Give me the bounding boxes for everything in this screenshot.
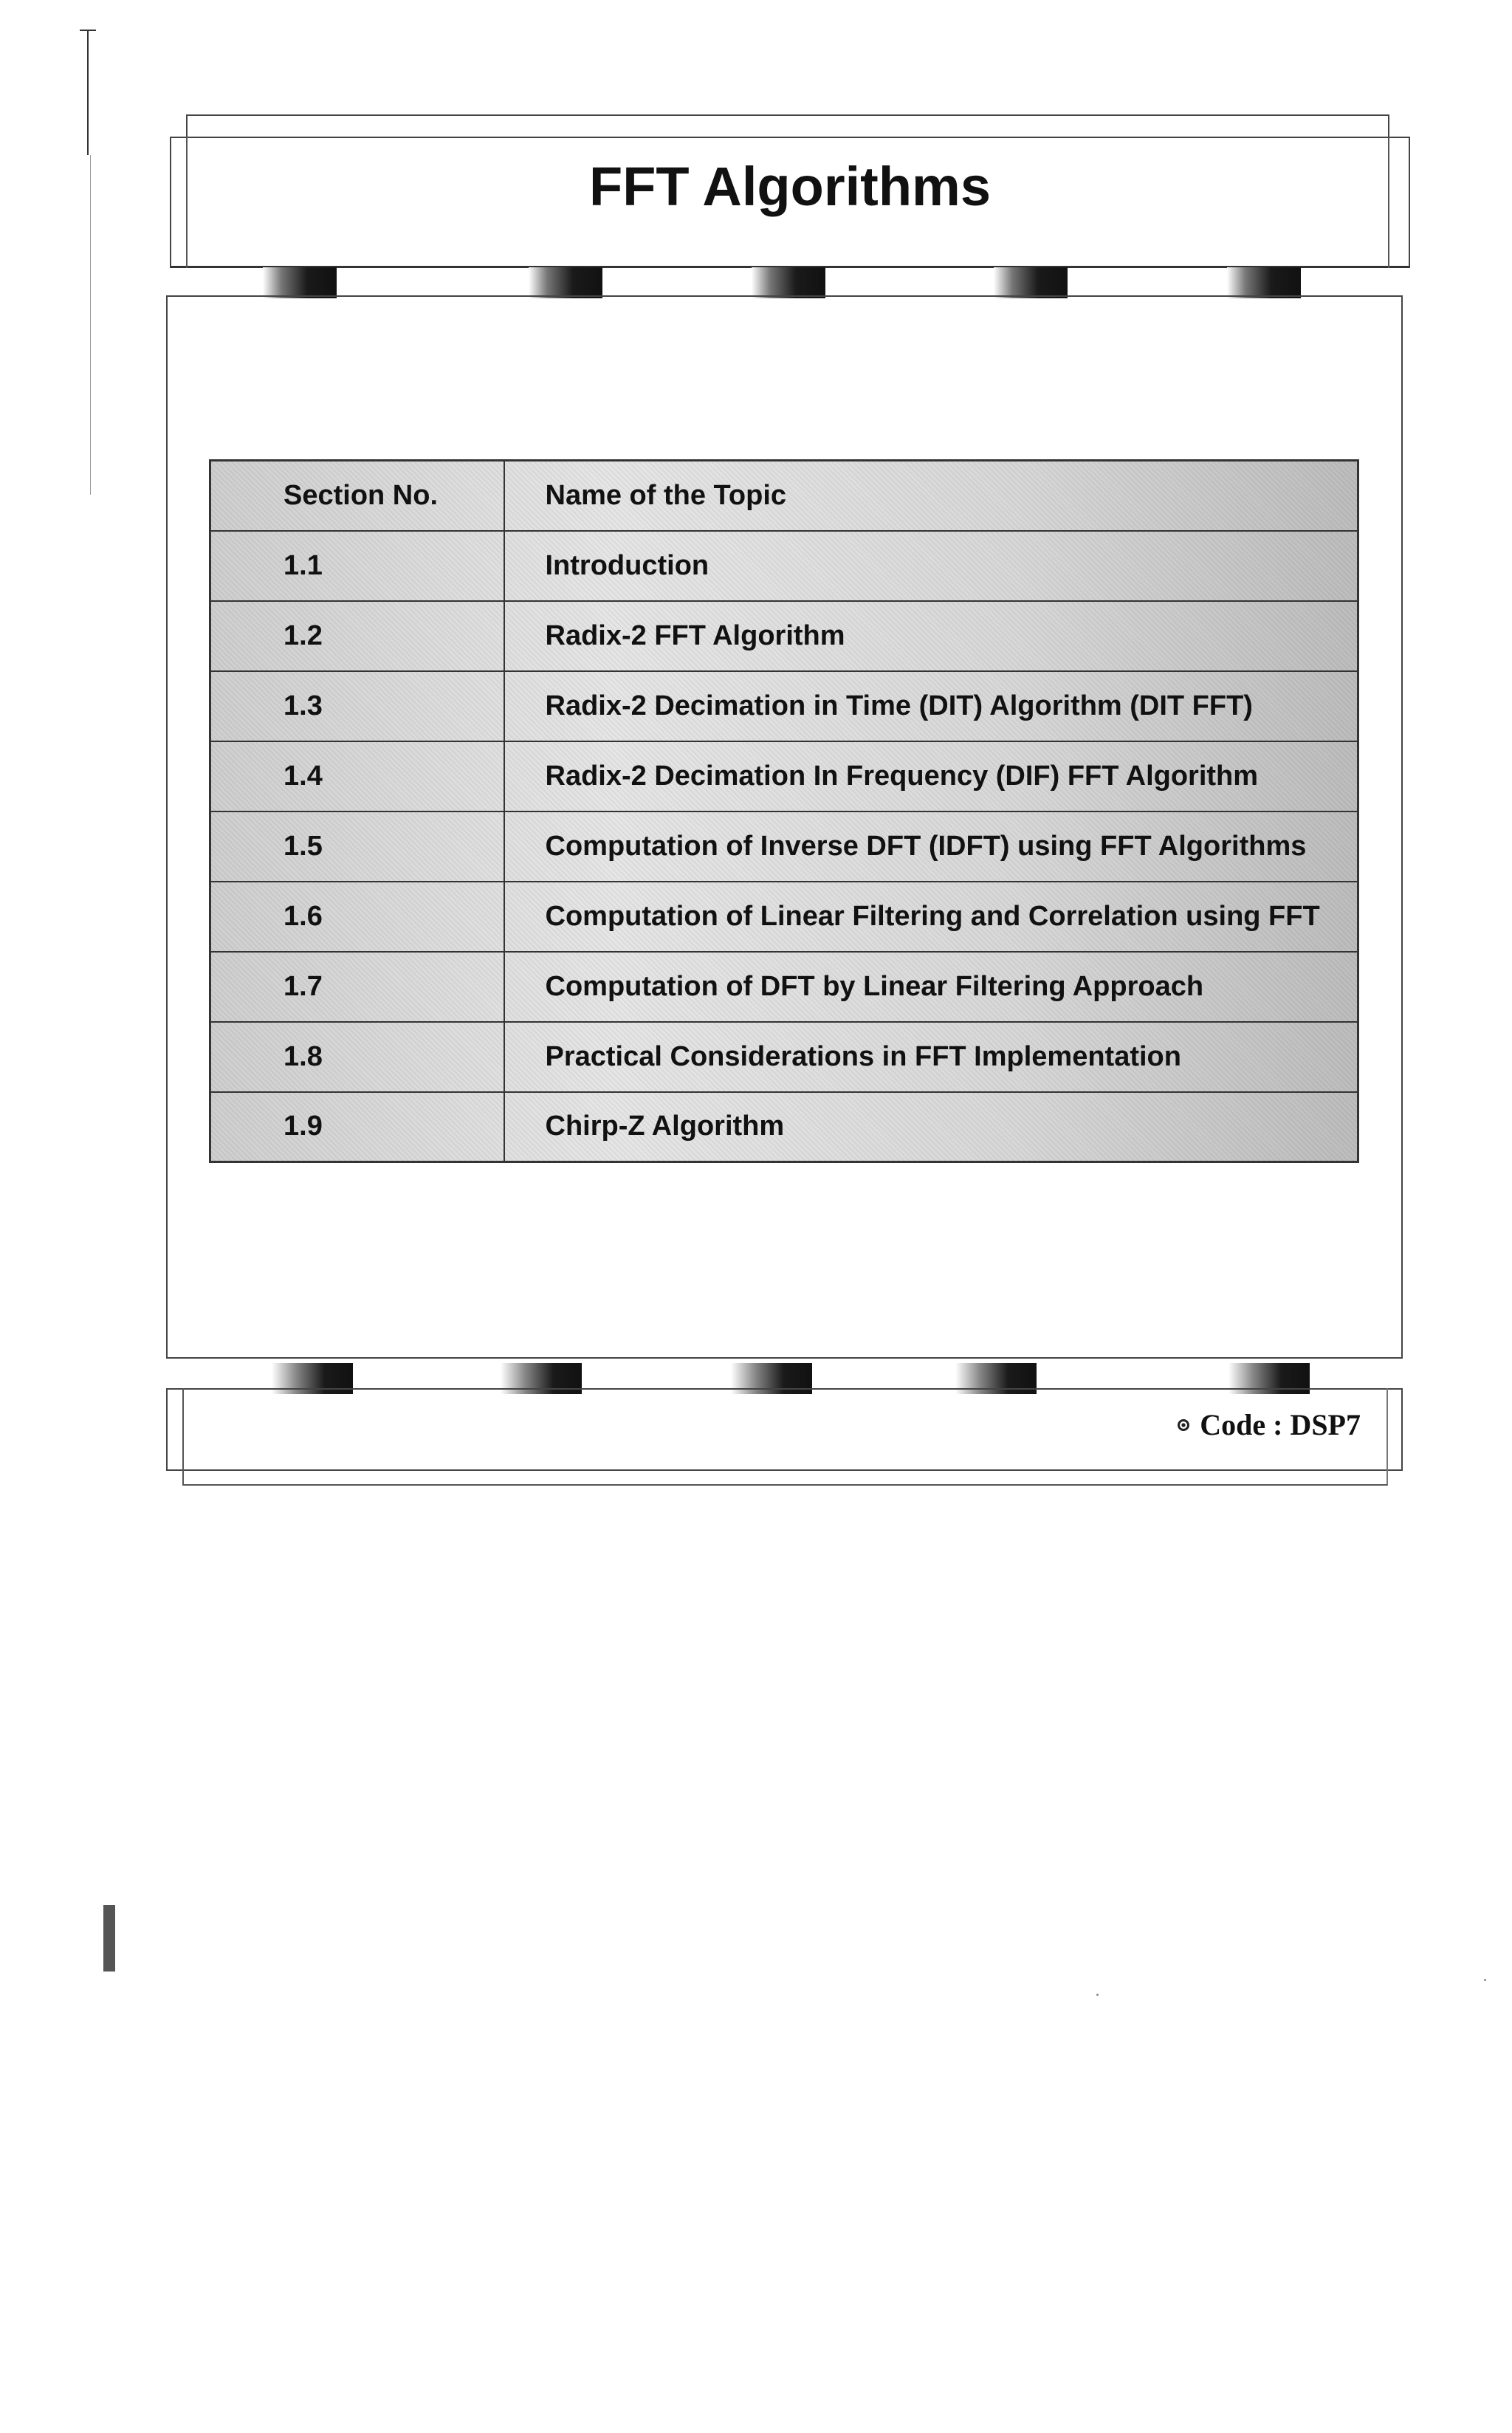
topic-name: Radix-2 Decimation In Frequency (DIF) FFT Algorithm: [504, 741, 1358, 811]
topic-name: Computation of DFT by Linear Filtering Approach: [504, 952, 1358, 1022]
topic-name: Practical Considerations in FFT Implementation: [504, 1022, 1358, 1092]
top-decorative-bars: [168, 267, 1412, 298]
decorative-bar: [1227, 267, 1301, 298]
topic-name: Chirp-Z Algorithm: [504, 1092, 1358, 1162]
table-row: [210, 882, 1358, 952]
topic-name: Computation of Linear Filtering and Correlation using FFT: [504, 882, 1358, 952]
footer-frame-inner-left: [182, 1388, 184, 1486]
section-number: 1.3: [210, 671, 504, 741]
footer-frame-bottom: [182, 1484, 1387, 1486]
contents-table: [209, 459, 1359, 1163]
decorative-bar: [752, 267, 825, 298]
section-number: 1.9: [210, 1092, 504, 1162]
scan-margin-blot: [103, 1905, 115, 1972]
table-row: [210, 1092, 1358, 1162]
topic-name: Computation of Inverse DFT (IDFT) using FFT Algorithms: [504, 811, 1358, 882]
table-row: [210, 811, 1358, 882]
section-header: Section No.: [210, 461, 504, 531]
table-row: [210, 741, 1358, 811]
table-row: [210, 952, 1358, 1022]
table-header-row: [210, 461, 1358, 531]
decorative-bar: [529, 267, 602, 298]
decorative-bar: [994, 267, 1068, 298]
section-number: 1.6: [210, 882, 504, 952]
topic-header: Name of the Topic: [504, 461, 1358, 531]
table-row: [210, 671, 1358, 741]
topic-name: Radix-2 FFT Algorithm: [504, 601, 1358, 671]
decorative-bar: [263, 267, 337, 298]
footer-frame-inner-right: [1386, 1388, 1388, 1486]
section-number: 1.2: [210, 601, 504, 671]
table-row: [210, 531, 1358, 601]
scan-margin-line: [90, 155, 91, 495]
section-number: 1.8: [210, 1022, 504, 1092]
section-number: 1.7: [210, 952, 504, 1022]
section-number: 1.5: [210, 811, 504, 882]
topic-name: Introduction: [504, 531, 1358, 601]
page-title: FFT Algorithms: [589, 156, 991, 217]
table-row: [210, 601, 1358, 671]
scan-dot: [1484, 1979, 1486, 1981]
title-frame-top: [186, 114, 1389, 137]
chapter-code: [1178, 1407, 1361, 1442]
table-row: [210, 1022, 1358, 1092]
scan-margin-line: [87, 30, 89, 155]
circle-bullet-icon: [1178, 1419, 1189, 1431]
section-number: 1.4: [210, 741, 504, 811]
scan-dot: [1096, 1994, 1099, 1996]
scan-margin-tick: [80, 30, 96, 31]
chapter-code-text: Code : DSP7: [1200, 1408, 1361, 1441]
topic-name: Radix-2 Decimation in Time (DIT) Algorithm (DIT FFT): [504, 671, 1358, 741]
section-number: 1.1: [210, 531, 504, 601]
